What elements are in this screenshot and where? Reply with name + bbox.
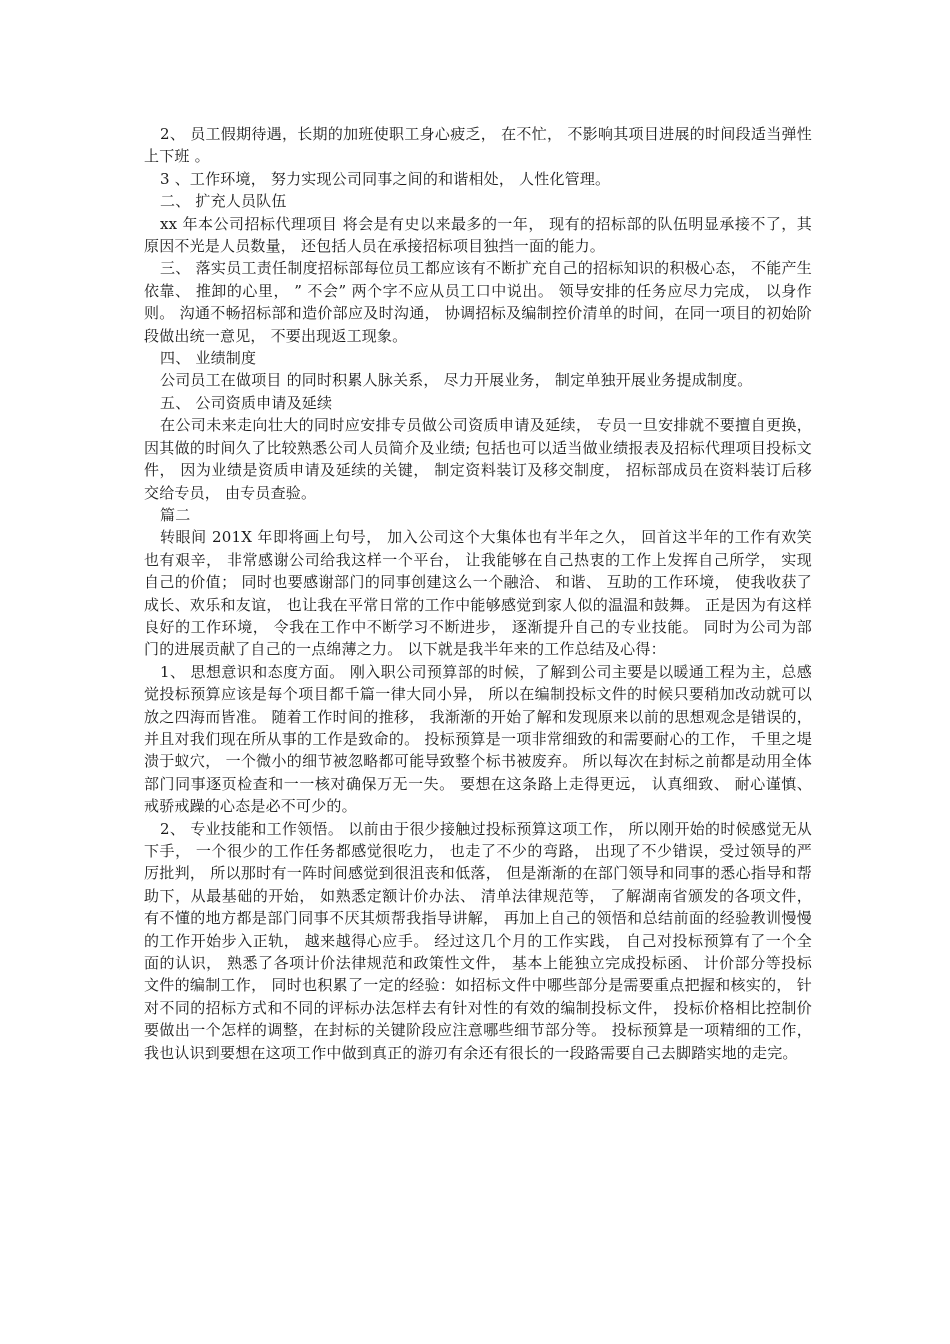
paragraph-vacation-policy: 2、 员工假期待遇，长期的加班使职工身心疲乏， 在不忙， 不影响其项目进展的时间段适当弹性上下班 。 xyxy=(144,125,812,166)
heading-qualification: 五、 公司资质申请及延续 xyxy=(160,393,333,412)
paragraph-performance-system: 公司员工在做项目 的同时积累人脉关系， 尽力开展业务， 制定单独开展业务提成制度。 xyxy=(160,371,753,390)
paragraph-attitude: 1、 思想意识和态度方面。 刚入职公司预算部的时候，了解到公司主要是以暖通工程为主，总感觉投标预算应该是每个项目都千篇一律大同小异， 所以在编制投标文件的时候只要稍加改动就可以放之四海而皆准。 随着工作时间的推移， 我渐渐的开始了解和发现原来以前的思想观念是错误的， 并且对我们现在所从事的工作是致命的。 投标预算是一项非常细致的和需要耐心的工作， 千里之堤溃于蚁穴， 一个微小的细节被忽略都可能导致整个标书被废弃。 所以每次在封标之前都是动用全体部门同事逐页检查和一一核对确保万无一失。 要想在这条路上走得更远， 认真细致、 耐心谨慎、戒骄戒躁的心态是必不可少的。 xyxy=(144,662,812,816)
document-page xyxy=(144,123,812,1064)
paragraph-professional-skills: 2、 专业技能和工作领悟。 以前由于很少接触过投标预算这项工作， 所以刚开始的时候感觉无从下手， 一个很少的工作任务都感觉很吃力， 也走了不少的弯路， 出现了不少错误，受过领导的严厉批判， 所以那时有一阵时间感觉到很沮丧和低落， 但是渐渐的在部门领导和同事的悉心指导和帮助下，从最基础的开始， 如熟悉定额计价办法、 清单法律规范等， 了解湖南省颁发的各项文件， 有不懂的地方都是部门同事不厌其烦帮我指导讲解， 再加上自己的领悟和总结前面的经验教训慢慢的工作开始步入正轨， 越来越得心应手。 经过这几个月的工作实践， 自己对投标预算有了一个全面的认识， 熟悉了各项计价法律规范和政策性文件， 基本上能独立完成投标函、 计价部分等投标文件的编制工作， 同时也积累了一定的经验：如招标文件中哪些部分是需要重点把握和核实的， 针对不同的招标方式和不同的评标办法怎样去有针对性的有效的编制投标文件， 投标价格相比控制价要做出一个怎样的调整，在封标的关键阶段应注意哪些细节部分等。 投标预算是一项精细的工作， 我也认识到要想在这项工作中做到真正的游刃有余还有很长的一段路需要自己去脚踏实地的走完。 xyxy=(144,819,812,1062)
paragraph-qualification: 在公司未来走向壮大的同时应安排专员做公司资质申请及延续， 专员一旦安排就不要擅自更换， 因其做的时间久了比较熟悉公司人员简介及业绩; 包括也可以适当做业绩报表及招标代理项目投标文件， 因为业绩是资质申请及延续的关键， 制定资料装订及移交制度， 招标部成员在资料装订后移交给专员， 由专员查验。 xyxy=(144,416,812,502)
heading-part-two: 篇二 xyxy=(160,505,191,524)
heading-performance-system: 四、 业绩制度 xyxy=(160,349,257,368)
paragraph-half-year-intro: 转眼间 201X 年即将画上句号， 加入公司这个大集体也有半年之久， 回首这半年的工作有欢笑也有艰辛， 非常感谢公司给我这样一个平台， 让我能够在自己热衷的工作上发挥自己所学， 实现自己的价值； 同时也要感谢部门的同事创建这么一个融洽、 和谐、 互助的工作环境， 使我收获了成长、欢乐和友谊， 也让我在平常日常的工作中能够感觉到家人似的温温和鼓舞。 正是因为有这样良好的工作环境， 令我在工作中不断学习不断进步， 逐渐提升自己的专业技能。 同时为公司为部门的进展贡献了自己的一点绵薄之力。 以下就是我半年来的工作总结及心得： xyxy=(144,528,812,659)
heading-expand-team: 二、 扩充人员队伍 xyxy=(160,192,287,211)
paragraph-work-environment: 3 、工作环境， 努力实现公司同事之间的和谐相处， 人性化管理。 xyxy=(160,169,611,188)
paragraph-team-capacity: xx 年本公司招标代理项目 将会是有史以来最多的一年， 现有的招标部的队伍明显承接不了，其原因不光是人员数量， 还包括人员在承接招标项目独挡一面的能力。 xyxy=(144,214,812,256)
paragraph-responsibility-system: 三、 落实员工责任制度招标部每位员工都应该有不断扩充自己的招标知识的积极心态， 不能产生依靠、 推卸的心里， ” 不会” 两个字不应从员工口中说出。 领导安排的任务应尽力完成， 以身作则。 沟通不畅招标部和造价部应及时沟通， 协调招标及编制控价清单的时间，在同一项目的初始阶段做出统一意见， 不要出现返工现象。 xyxy=(144,259,812,345)
